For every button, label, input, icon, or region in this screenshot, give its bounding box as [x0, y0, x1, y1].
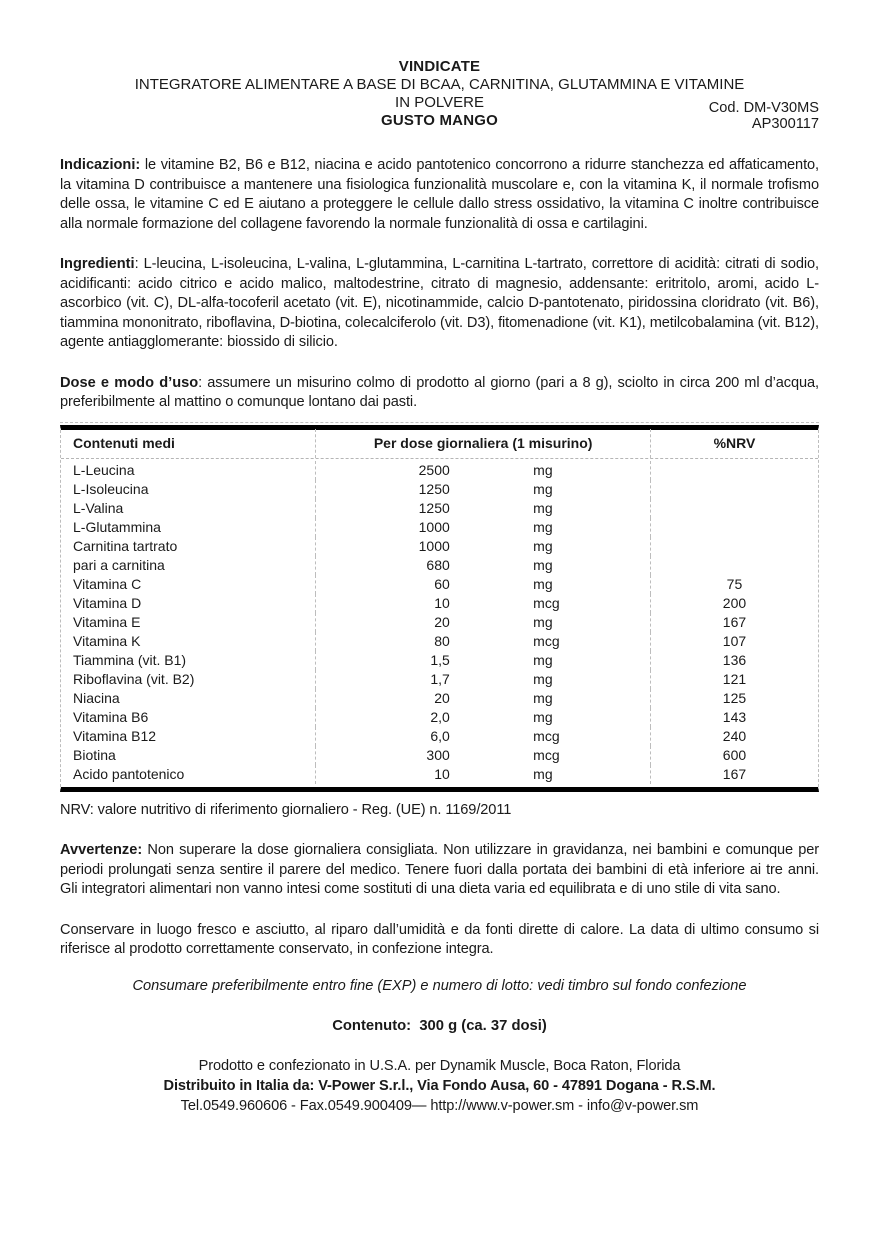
- nutrient-unit: mg: [533, 499, 553, 516]
- nutrient-value: 300: [426, 746, 450, 763]
- ingredienti-text: : L-leucina, L-isoleucina, L-valina, L-glutammina, L-carnitina L-tartrato, correttore di acidità: citrati di sodio, acidificanti: acido citrico e acido malico, maltodestrine, citrato di magnesio, addensante: eritritolo, aromi, acido L-ascorbico (vit. C), DL-alfa-tocoferil acetato (vit. E), nicotinammide, calcio D-pantotenato, piridossina cloridrato (vit. B6), tiammina mononitrato, riboflavina, D-biotina, colecalciferolo (vit. D3), fitomenadione (vit. K1), metilcobalamina (vit. B12), agente antiagglomerante: biossido di silicio.: [60, 256, 819, 350]
- nutrient-value: 1,7: [430, 670, 450, 687]
- nutrition-table: [60, 422, 819, 792]
- nutrient-name: Vitamina C: [73, 575, 142, 592]
- nutrient-unit: mg: [533, 537, 553, 554]
- nutrient-value: 2,0: [430, 708, 450, 725]
- nutrient-nrv: 240: [650, 727, 818, 746]
- table-row: [61, 499, 818, 518]
- nutrient-unit: mg: [533, 689, 553, 706]
- table-header-nrv: %NRV: [650, 429, 818, 458]
- table-row: [61, 518, 818, 537]
- table-row: [61, 670, 818, 689]
- nutrient-name: Riboflavina (vit. B2): [73, 670, 195, 687]
- nutrient-nrv: 107: [650, 632, 818, 651]
- contacts-line: Tel.0549.960606 - Fax.0549.900409— http://www.v-power.sm - info@v-power.sm: [180, 1097, 699, 1114]
- nutrient-nrv: 125: [650, 689, 818, 708]
- table-row: [61, 613, 818, 632]
- nutrient-amount: [315, 556, 650, 575]
- nutrient-name: L-Leucina: [73, 461, 135, 478]
- nutrient-value: 80: [434, 632, 450, 649]
- nutrient-value: 20: [434, 689, 450, 706]
- product-code: Cod. DM-V30MS: [708, 100, 819, 116]
- nutrient-amount: [315, 689, 650, 708]
- nutrient-unit: mcg: [533, 632, 560, 649]
- dose-label: Dose e modo d’uso: [60, 374, 199, 391]
- table-row: [61, 651, 818, 670]
- nutrient-value: 20: [434, 613, 450, 630]
- nutrient-nrv: 167: [650, 765, 818, 784]
- table-header-dose: Per dose giornaliera (1 misurino): [315, 429, 650, 458]
- net-content: Contenuto: 300 g (ca. 37 dosi): [332, 1018, 547, 1034]
- nutrient-nrv: 143: [650, 708, 818, 727]
- indicazioni-text: le vitamine B2, B6 e B12, niacina e acido pantotenico concorrono a ridurre stanchezza ed affaticamento, la vitamina D contribuisce a mantenere una fisiologica funzionalità muscolare e, con la vitamina K, il normale trofismo delle ossa, le vitamine C ed E aiutano a proteggere le cellule dallo stress ossidativo, la vitamina C inoltre contribuisce alla normale formazione del collagene favorendo la normale funzionalità di ossa e cartilagini.: [60, 157, 819, 232]
- nutrient-unit: mcg: [533, 727, 560, 744]
- indicazioni-label: Indicazioni:: [60, 157, 141, 173]
- nutrient-unit: mg: [533, 461, 553, 478]
- nutrient-value: 1000: [418, 518, 450, 535]
- nutrient-unit: mg: [533, 651, 553, 668]
- nutrient-name: Vitamina B6: [73, 708, 149, 725]
- nutrient-unit: mg: [533, 480, 553, 497]
- product-title: VINDICATE: [398, 58, 481, 75]
- nutrient-value: 1,5: [430, 651, 450, 668]
- nutrient-name: pari a carnitina: [73, 556, 165, 573]
- nutrient-value: 1250: [418, 480, 450, 497]
- batch-code: AP300117: [751, 116, 819, 132]
- nutrition-table-inner: [60, 425, 819, 792]
- nutrient-amount: [315, 461, 650, 480]
- nutrient-unit: mg: [533, 670, 553, 687]
- nutrient-nrv: 75: [650, 575, 818, 594]
- nutrient-unit: mg: [533, 613, 553, 630]
- indicazioni-paragraph: [60, 156, 819, 234]
- nutrient-name: Biotina: [73, 746, 116, 763]
- nutrient-name: Vitamina K: [73, 632, 141, 649]
- nutrient-value: 680: [426, 556, 450, 573]
- nutrient-amount: [315, 613, 650, 632]
- manufacturer-line: Prodotto e confezionato in U.S.A. per Dynamik Muscle, Boca Raton, Florida: [198, 1057, 681, 1074]
- table-row: [61, 632, 818, 651]
- table-header-contenuti: Contenuti medi: [73, 435, 175, 451]
- product-codes: [709, 100, 819, 132]
- table-row: [61, 727, 818, 746]
- nutrient-amount: [315, 727, 650, 746]
- table-row: [61, 461, 818, 480]
- nutrient-unit: mg: [533, 765, 553, 782]
- nutrient-amount: [315, 518, 650, 537]
- nutrient-name: L-Valina: [73, 499, 124, 516]
- nutrient-value: 1000: [418, 537, 450, 554]
- nutrient-name: Tiammina (vit. B1): [73, 651, 187, 668]
- table-row: [61, 480, 818, 499]
- table-row: [61, 689, 818, 708]
- nutrient-unit: mg: [533, 575, 553, 592]
- table-body: [61, 459, 818, 787]
- nutrient-name: L-Glutammina: [73, 518, 161, 535]
- nutrient-amount: [315, 480, 650, 499]
- dose-paragraph: [60, 374, 819, 413]
- nutrient-name: Vitamina E: [73, 613, 141, 630]
- nutrient-nrv: 600: [650, 746, 818, 765]
- nutrient-nrv: [650, 480, 818, 499]
- nutrient-amount: [315, 594, 650, 613]
- expiry-note: Consumare preferibilmente entro fine (EXP) e numero di lotto: vedi timbro sul fondo confezione: [132, 977, 747, 994]
- nutrient-value: 60: [434, 575, 450, 592]
- avvertenze-text: Non superare la dose giornaliera consigliata. Non utilizzare in gravidanza, nei bambini e comunque per periodi prolungati senza sentire il parere del medico. Tenere fuori dalla portata dei bambini di età inferiore ai tre anni. Gli integratori alimentari non vanno intesi come sostituti di una dieta varia ed equilibrata e di uno stile di vita sano.: [60, 842, 819, 897]
- product-flavor: GUSTO MANGO: [381, 112, 498, 129]
- nutrient-name: Vitamina D: [73, 594, 142, 611]
- nutrient-nrv: 200: [650, 594, 818, 613]
- nutrient-name: Carnitina tartrato: [73, 537, 178, 554]
- nutrient-unit: mcg: [533, 746, 560, 763]
- nutrient-amount: [315, 670, 650, 689]
- nutrient-amount: [315, 499, 650, 518]
- table-row: [61, 765, 818, 784]
- table-row: [61, 746, 818, 765]
- nutrient-unit: mg: [533, 556, 553, 573]
- product-subtitle-1: INTEGRATORE ALIMENTARE A BASE DI BCAA, CARNITINA, GLUTAMMINA E VITAMINE: [134, 76, 745, 93]
- nutrient-nrv: 136: [650, 651, 818, 670]
- nutrient-amount: [315, 632, 650, 651]
- nrv-note: NRV: valore nutritivo di riferimento giornaliero - Reg. (UE) n. 1169/2011: [60, 801, 512, 818]
- nutrient-amount: [315, 651, 650, 670]
- table-header-row: [61, 430, 818, 459]
- table-row: [61, 708, 818, 727]
- dose-text: : assumere un misurino colmo di prodotto al giorno (pari a 8 g), sciolto in circa 200 ml d’acqua, preferibilmente al mattino o comunque lontano dai pasti.: [60, 374, 819, 410]
- document-header: [60, 58, 819, 130]
- nutrient-unit: mcg: [533, 594, 560, 611]
- nutrient-unit: mg: [533, 518, 553, 535]
- nutrient-value: 10: [434, 594, 450, 611]
- nutrient-value: 2500: [418, 461, 450, 478]
- nutrient-value: 1250: [418, 499, 450, 516]
- storage-paragraph: Conservare in luogo fresco e asciutto, al riparo dall’umidità e da fonti dirette di calore. La data di ultimo consumo si riferisce al prodotto correttamente conservato, in confezione integra.: [60, 921, 819, 957]
- nutrient-nrv: [650, 537, 818, 556]
- nutrient-nrv: [650, 499, 818, 518]
- nutrient-amount: [315, 575, 650, 594]
- nutrient-nrv: [650, 556, 818, 575]
- nutrient-name: Acido pantotenico: [73, 765, 185, 782]
- nutrient-value: 10: [434, 765, 450, 782]
- nutrient-unit: mg: [533, 708, 553, 725]
- table-row: [61, 594, 818, 613]
- nutrient-nrv: 167: [650, 613, 818, 632]
- table-row: [61, 556, 818, 575]
- table-row: [61, 537, 818, 556]
- distributor-line: Distribuito in Italia da: V-Power S.r.l., Via Fondo Ausa, 60 - 47891 Dogana - R.S.M.: [163, 1077, 716, 1094]
- ingredienti-paragraph: [60, 255, 819, 353]
- ingredienti-label: Ingredienti: [60, 256, 135, 272]
- nutrient-nrv: [650, 461, 818, 480]
- nutrient-amount: [315, 537, 650, 556]
- nutrient-nrv: 121: [650, 670, 818, 689]
- nutrient-amount: [315, 765, 650, 784]
- nutrient-name: Vitamina B12: [73, 727, 157, 744]
- document-footer: [60, 1056, 819, 1116]
- nutrient-nrv: [650, 518, 818, 537]
- nutrient-amount: [315, 708, 650, 727]
- nutrient-value: 6,0: [430, 727, 450, 744]
- avvertenze-paragraph: [60, 841, 819, 900]
- nutrient-name: L-Isoleucina: [73, 480, 149, 497]
- nutrient-amount: [315, 746, 650, 765]
- product-subtitle-2: IN POLVERE: [395, 94, 484, 111]
- table-row: [61, 575, 818, 594]
- avvertenze-label: Avvertenze:: [60, 842, 143, 858]
- nutrient-name: Niacina: [73, 689, 120, 706]
